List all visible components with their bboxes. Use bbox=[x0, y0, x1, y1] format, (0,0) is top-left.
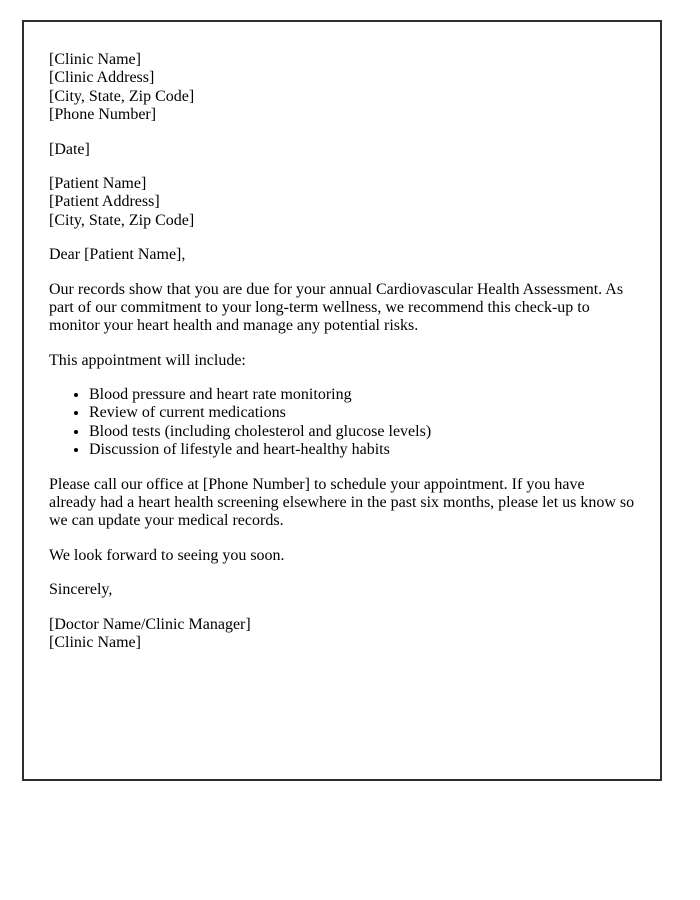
clinic-address-line: [Clinic Address] bbox=[49, 69, 155, 87]
signature-clinic-line: [Clinic Name] bbox=[49, 633, 141, 651]
letter-frame bbox=[22, 20, 662, 781]
patient-name-line: [Patient Name] bbox=[49, 174, 147, 192]
signoff: Sincerely, bbox=[49, 581, 113, 599]
signature-name-line: [Doctor Name/Clinic Manager] bbox=[49, 615, 251, 633]
paragraph-scheduling: Please call our office at [Phone Number] to schedule your appointment. If you have already had a heart health screening elsewhere in the past six months, please let us know so we can update your medical records. bbox=[49, 475, 635, 530]
closing-line: We look forward to seeing you soon. bbox=[49, 546, 285, 564]
appointment-items-list bbox=[49, 386, 635, 460]
list-item: • Review of current medications bbox=[89, 404, 635, 422]
patient-address-block bbox=[49, 175, 635, 230]
date-line: [Date] bbox=[49, 140, 90, 158]
clinic-city-state-zip-line: [City, State, Zip Code] bbox=[49, 87, 195, 105]
salutation: Dear [Patient Name], bbox=[49, 246, 186, 264]
patient-address-line: [Patient Address] bbox=[49, 193, 160, 211]
patient-city-state-zip-line: [City, State, Zip Code] bbox=[49, 211, 195, 229]
clinic-address-block bbox=[49, 51, 635, 125]
list-item: • Blood tests (including cholesterol and glucose levels) bbox=[89, 423, 635, 441]
clinic-name-line: [Clinic Name] bbox=[49, 51, 141, 68]
list-intro: This appointment will include: bbox=[49, 351, 246, 369]
list-item: • Discussion of lifestyle and heart-healthy habits bbox=[89, 441, 635, 459]
clinic-phone-line: [Phone Number] bbox=[49, 106, 157, 124]
paragraph-intro: Our records show that you are due for your annual Cardiovascular Health Assessment. As part of our commitment to your long-term wellness, we recommend this check-up to monitor your heart health and manage any potential risks. bbox=[49, 280, 624, 335]
list-item: • Blood pressure and heart rate monitoring bbox=[89, 386, 635, 404]
signature-block bbox=[49, 616, 635, 653]
